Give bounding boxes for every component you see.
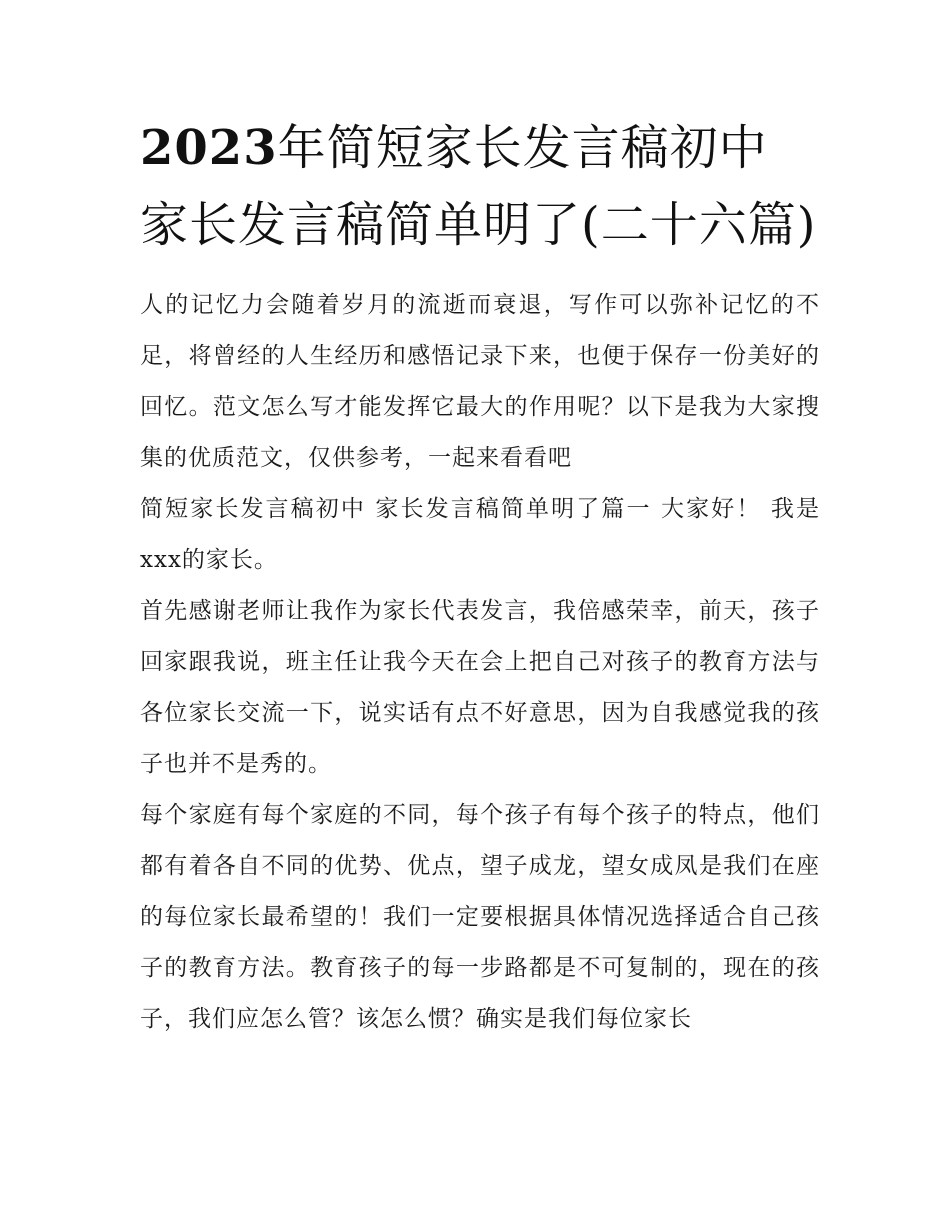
- paragraph-families: 每个家庭有每个家庭的不同，每个孩子有每个孩子的特点，他们都有着各自不同的优势、优点，望子成龙，望女成凤是我们在座的每位家长最希望的！我们一定要根据具体情况选择适合自己孩子的教育方法。教育孩子的每一步路都是不可复制的，现在的孩子，我们应怎么管？该怎么惯？确实是我们每位家长: [140, 802, 820, 1032]
- paragraph-intro: 人的记忆力会随着岁月的流逝而衰退，写作可以弥补记忆的不足，将曾经的人生经历和感悟记录下来，也便于保存一份美好的回忆。范文怎么写才能发挥它最大的作用呢？以下是我为大家搜集的优质范文，仅供参考，一起来看看吧: [140, 292, 820, 471]
- document-content: [140, 110, 820, 1045]
- title-year: 2023: [140, 120, 278, 176]
- paragraph-thanks: 首先感谢老师让我作为家长代表发言，我倍感荣幸，前天，孩子回家跟我说，班主任让我今天在会上把自己对孩子的教育方法与各位家长交流一下，说实话有点不好意思，因为自我感觉我的孩子也并不是秀的。: [140, 598, 820, 777]
- document-title: [140, 110, 820, 264]
- title-text: 年简短家长发言稿初中 家长发言稿简单明了(二十六篇): [140, 120, 817, 253]
- paragraph-greeting: 简短家长发言稿初中 家长发言稿简单明了篇一 大家好！ 我是xxx的家长。: [140, 496, 820, 573]
